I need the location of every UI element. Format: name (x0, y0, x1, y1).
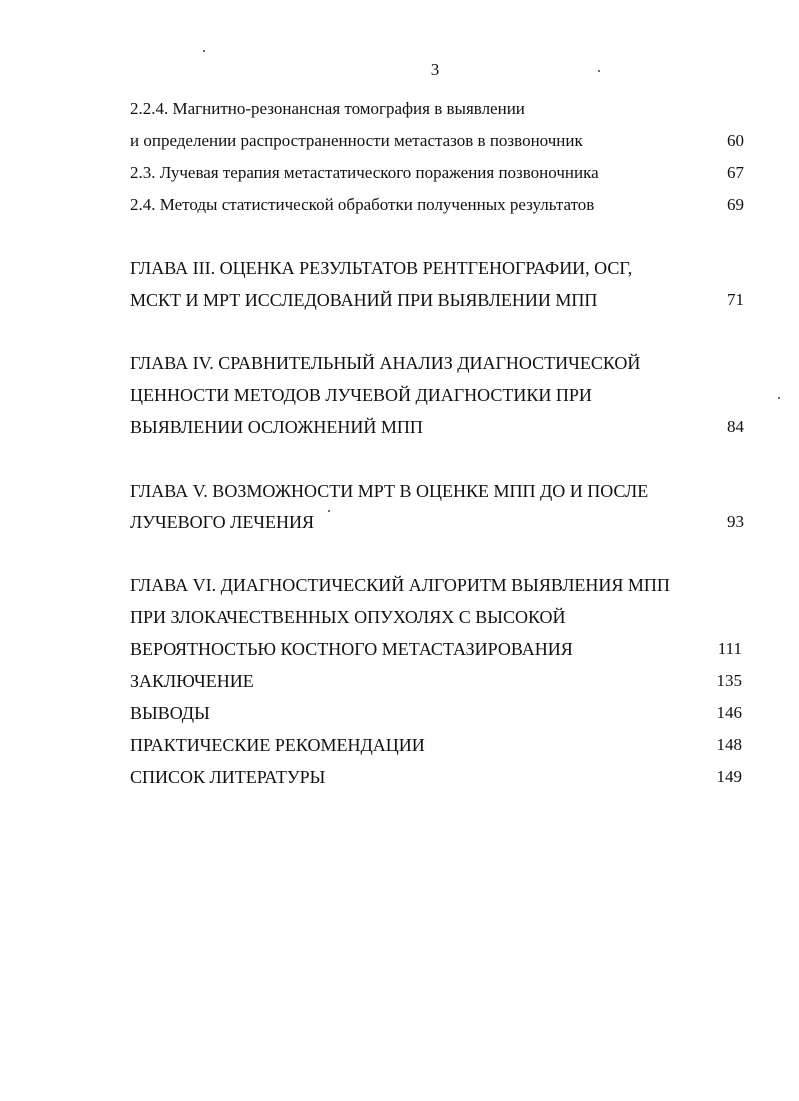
page-number: 3 (430, 60, 440, 79)
toc-chapter-text: ГЛАВА V. ВОЗМОЖНОСТИ МРТ В ОЦЕНКЕ МПП ДО И ПОСЛЕ (130, 481, 649, 501)
scan-speck (328, 510, 330, 512)
toc-entry-page: 84 (727, 417, 744, 436)
toc-chapter-text: ГЛАВА III. ОЦЕНКА РЕЗУЛЬТАТОВ РЕНТГЕНОГРАФИИ, ОСГ, (130, 258, 633, 278)
toc-chapter-text: ГЛАВА VI. ДИАГНОСТИЧЕСКИЙ АЛГОРИТМ ВЫЯВЛЕНИЯ МПП (130, 575, 670, 595)
toc-entry-page: 148 (716, 735, 742, 754)
toc-entry-page: 69 (727, 195, 744, 214)
toc-entry-page: 149 (716, 767, 742, 786)
toc-entry-text: 2.2.4. Магнитно-резонансная томография в выявлении (130, 99, 525, 118)
toc-entry-page: 71 (727, 290, 744, 309)
toc-entry-page: 111 (717, 639, 742, 658)
toc-entry-text: 2.4. Методы статистической обработки полученных результатов (130, 195, 595, 214)
toc-entry-page: 60 (727, 131, 744, 150)
toc-entry-page: 146 (716, 703, 742, 722)
toc-entry-text: 2.3. Лучевая терапия метастатического поражения позвоночника (130, 163, 599, 182)
toc-chapter-text: ПРИ ЗЛОКАЧЕСТВЕННЫХ ОПУХОЛЯХ С ВЫСОКОЙ (130, 607, 566, 627)
toc-chapter-text: ГЛАВА IV. СРАВНИТЕЛЬНЫЙ АНАЛИЗ ДИАГНОСТИЧЕСКОЙ (130, 353, 641, 373)
toc-chapter-text: ВЕРОЯТНОСТЬЮ КОСТНОГО МЕТАСТАЗИРОВАНИЯ (130, 639, 573, 659)
toc-entry-text: ВЫВОДЫ (130, 703, 210, 723)
toc-entry-text: и определении распространенности метастазов в позвоночник (130, 131, 583, 150)
toc-entry-text: СПИСОК ЛИТЕРАТУРЫ (130, 767, 326, 787)
toc-chapter-text: ВЫЯВЛЕНИИ ОСЛОЖНЕНИЙ МПП (130, 417, 423, 437)
toc-chapter-text: ЦЕННОСТИ МЕТОДОВ ЛУЧЕВОЙ ДИАГНОСТИКИ ПРИ (130, 385, 592, 405)
scan-speck (203, 50, 205, 52)
scan-speck (778, 397, 780, 399)
toc-entry-text: ЗАКЛЮЧЕНИЕ (130, 671, 254, 691)
toc-entry-page: 135 (716, 671, 742, 690)
toc-entry-page: 93 (727, 512, 744, 531)
toc-entry-text: ПРАКТИЧЕСКИЕ РЕКОМЕНДАЦИИ (130, 735, 425, 755)
toc-entry-page: 67 (727, 163, 744, 182)
toc-chapter-text: МСКТ И МРТ ИССЛЕДОВАНИЙ ПРИ ВЫЯВЛЕНИИ МПП (130, 290, 598, 310)
toc-chapter-text: ЛУЧЕВОГО ЛЕЧЕНИЯ (130, 512, 315, 532)
